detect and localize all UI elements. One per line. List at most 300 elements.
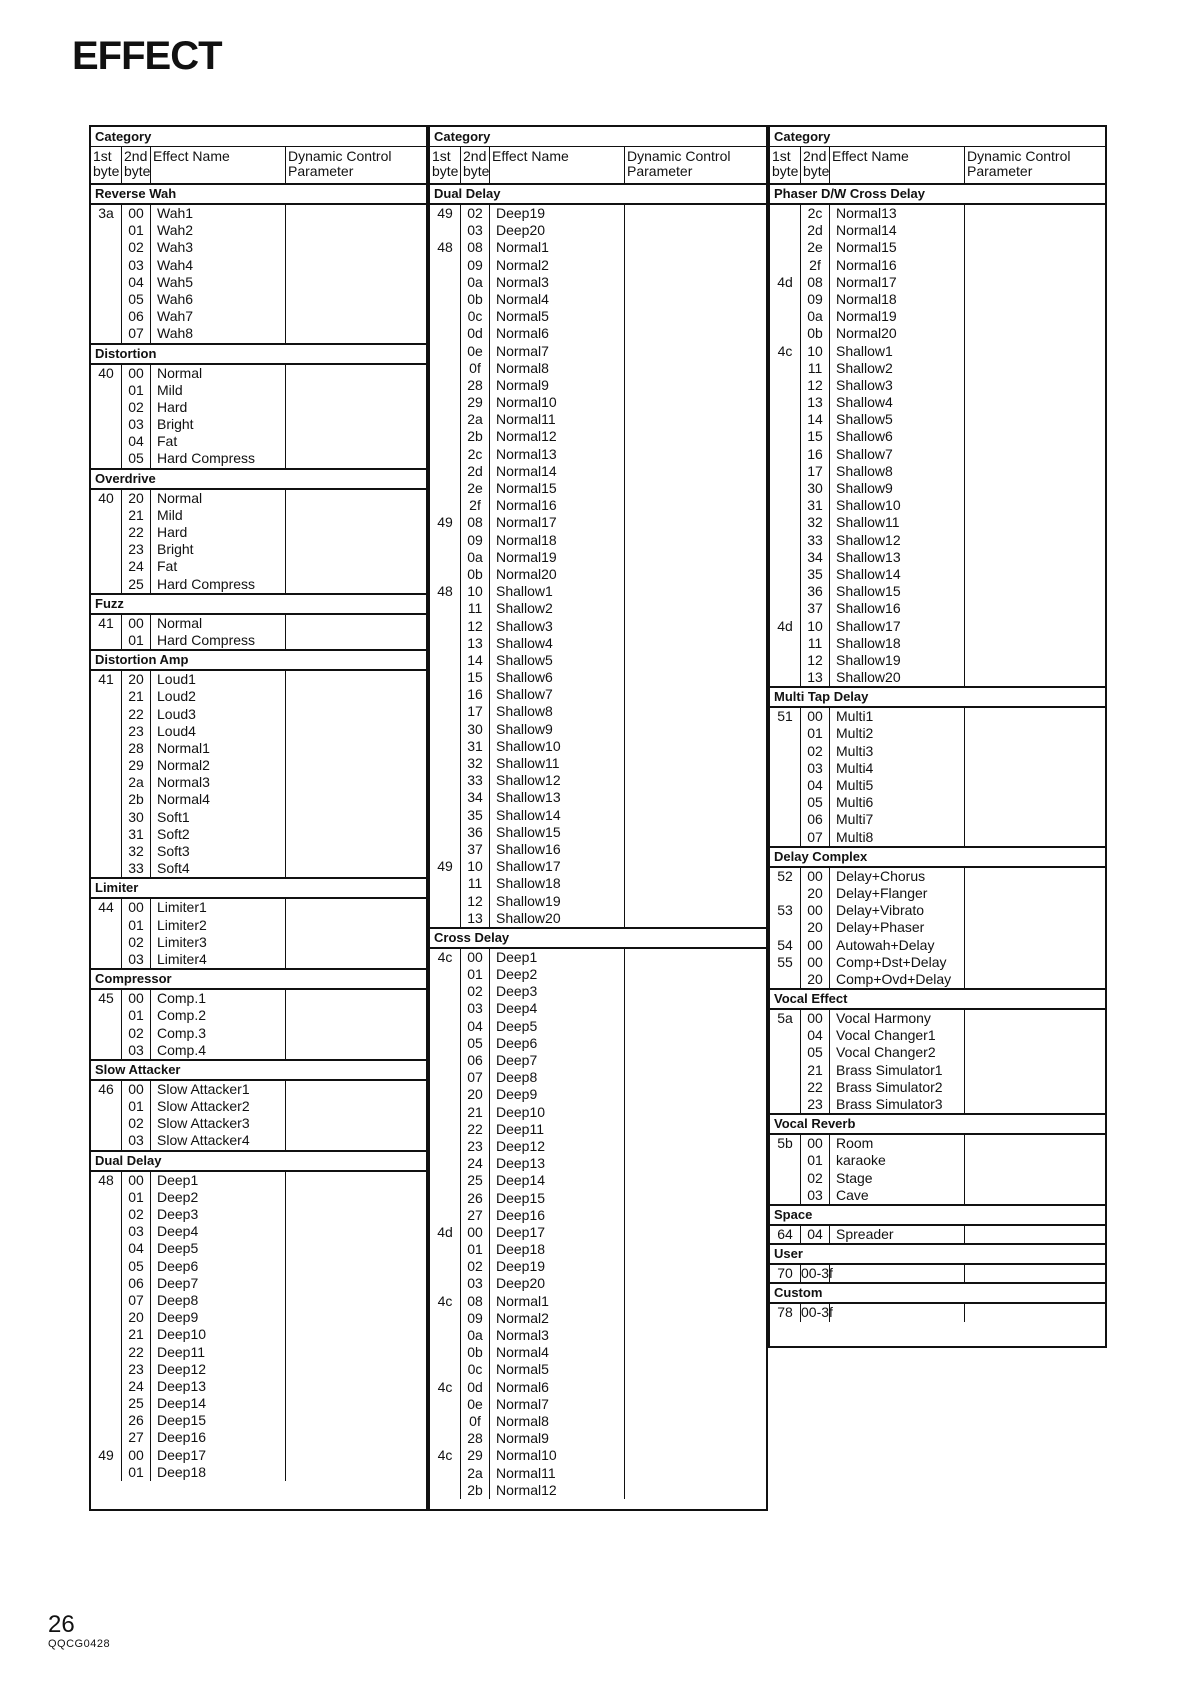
dynamic-control-cell xyxy=(286,222,426,239)
first-byte-cell: 41 xyxy=(98,671,114,688)
dynamic-control-cell xyxy=(625,755,766,772)
section-rows xyxy=(770,1135,1105,1204)
dynamic-control-cell xyxy=(625,949,766,966)
first-byte-cell xyxy=(430,983,460,1000)
effect-name-cell: Loud3 xyxy=(157,705,196,722)
dynamic-control-cell xyxy=(286,433,426,450)
effect-name-cell: Loud4 xyxy=(157,722,196,739)
dynamic-control-cell xyxy=(286,934,426,951)
dynamic-control-cell xyxy=(625,1241,766,1258)
second-byte-cell: 00 xyxy=(128,364,144,381)
first-byte-cell xyxy=(430,566,460,583)
second-byte-cell: 24 xyxy=(128,1377,144,1394)
dynamic-control-cell xyxy=(625,618,766,635)
second-byte-cell: 23 xyxy=(467,1137,483,1154)
dynamic-control-cell xyxy=(286,860,426,877)
effect-name-cell: Normal xyxy=(157,489,203,506)
second-byte-column xyxy=(122,1172,151,1481)
second-byte-cell: 00 xyxy=(807,1135,823,1152)
first-byte-cell xyxy=(770,205,800,222)
effect-name-column xyxy=(830,205,965,686)
second-byte-cell: 16 xyxy=(467,686,483,703)
section-title: Distortion xyxy=(91,343,426,365)
second-byte-cell: 00 xyxy=(807,953,823,970)
second-byte-cell: 22 xyxy=(128,705,144,722)
dynamic-control-header-line: Parameter xyxy=(288,163,354,179)
second-byte-cell: 28 xyxy=(467,376,483,393)
dynamic-control-cell xyxy=(286,1464,426,1481)
section-rows xyxy=(91,205,426,343)
dynamic-control-cell xyxy=(625,257,766,274)
dynamic-control-cell xyxy=(625,1207,766,1224)
second-byte-cell: 0c xyxy=(467,308,483,325)
effect-name-cell: Normal6 xyxy=(496,325,549,342)
effect-name-cell: Limiter3 xyxy=(157,933,207,950)
dynamic-control-cell xyxy=(286,899,426,916)
first-byte-cell: 4c xyxy=(437,1447,453,1464)
effect-name-cell: Deep9 xyxy=(157,1309,199,1326)
second-byte-cell: 00 xyxy=(807,708,823,725)
second-byte-cell: 2a xyxy=(467,1464,483,1481)
second-byte-cell: 11 xyxy=(807,634,823,651)
dynamic-control-cell xyxy=(286,1189,426,1206)
dynamic-control-cell xyxy=(625,824,766,841)
second-byte-cell: 28 xyxy=(467,1430,483,1447)
second-byte-cell: 26 xyxy=(467,1189,483,1206)
first-byte-cell: 64 xyxy=(777,1225,793,1242)
first-byte-cell xyxy=(91,1258,121,1275)
dynamic-control-cell xyxy=(965,566,1105,583)
dynamic-control-cell xyxy=(965,1010,1105,1027)
effect-name-cell: Loud2 xyxy=(157,688,196,705)
first-byte-column xyxy=(91,899,122,968)
effect-name-cell: Spreader xyxy=(836,1225,894,1242)
dynamic-control-cell xyxy=(625,1035,766,1052)
second-byte-cell: 29 xyxy=(128,757,144,774)
second-byte-cell: 04 xyxy=(467,1017,483,1034)
effect-name-cell: Deep16 xyxy=(157,1429,207,1446)
section-rows xyxy=(91,365,426,468)
first-byte-cell xyxy=(430,966,460,983)
second-byte-cell: 00 xyxy=(128,990,144,1007)
second-byte-cell: 01 xyxy=(128,1098,144,1115)
dynamic-control-cell xyxy=(625,514,766,531)
dynamic-control-cell xyxy=(286,671,426,688)
dynamic-control-cell xyxy=(965,1304,1105,1321)
effect-name-cell: Deep10 xyxy=(496,1103,546,1120)
dynamic-control-cell xyxy=(965,205,1105,222)
dynamic-control-cell xyxy=(286,632,426,649)
second-byte-cell: 27 xyxy=(128,1429,144,1446)
first-byte-cell xyxy=(91,774,121,791)
dynamic-control-cell xyxy=(286,239,426,256)
dynamic-control-cell xyxy=(965,343,1105,360)
first-byte-cell xyxy=(770,600,800,617)
second-byte-cell: 04 xyxy=(807,1027,823,1044)
second-byte-cell: 2b xyxy=(467,428,483,445)
dynamic-control-column xyxy=(965,1304,1105,1321)
second-byte-cell: 07 xyxy=(807,828,823,845)
second-byte-cell: 11 xyxy=(467,875,483,892)
effect-name-cell: Multi4 xyxy=(836,759,874,776)
second-byte-cell: 22 xyxy=(467,1120,483,1137)
effect-name-cell: Deep20 xyxy=(496,1275,546,1292)
first-byte-cell xyxy=(430,1258,460,1275)
first-byte-column xyxy=(91,490,122,593)
first-byte-cell xyxy=(430,1207,460,1224)
effect-name-cell: Bright xyxy=(157,416,194,433)
effect-name-cell: Normal14 xyxy=(496,462,557,479)
first-byte-cell: 54 xyxy=(777,936,793,953)
effect-name-cell: Soft2 xyxy=(157,825,190,842)
second-byte-cell: 03 xyxy=(467,222,483,239)
dynamic-control-cell xyxy=(286,507,426,524)
dynamic-control-cell xyxy=(286,1115,426,1132)
dynamic-control-cell xyxy=(625,1447,766,1464)
dynamic-control-cell xyxy=(625,1000,766,1017)
second-byte-cell: 13 xyxy=(807,394,823,411)
effect-name-cell: Normal7 xyxy=(496,342,549,359)
effect-name-cell: Comp+Ovd+Delay xyxy=(836,970,952,987)
first-byte-cell xyxy=(91,399,121,416)
first-byte-cell xyxy=(430,308,460,325)
section-title: Dual Delay xyxy=(91,1150,426,1172)
second-byte-cell: 01 xyxy=(467,966,483,983)
effect-name-cell: Normal1 xyxy=(496,239,549,256)
dynamic-control-cell xyxy=(286,1395,426,1412)
effect-name-cell: Normal17 xyxy=(836,273,897,290)
second-byte-cell: 0c xyxy=(467,1361,483,1378)
second-byte-cell: 04 xyxy=(807,777,823,793)
effect-name-cell: Normal16 xyxy=(836,256,897,273)
effect-name-cell: Shallow14 xyxy=(836,565,901,582)
second-byte-column xyxy=(801,708,830,846)
second-byte-cell: 04 xyxy=(807,1225,823,1242)
second-byte-cell: 20 xyxy=(807,919,823,936)
effect-name-cell: Shallow7 xyxy=(496,686,553,703)
dynamic-control-cell xyxy=(965,514,1105,531)
effect-name-cell: Deep4 xyxy=(157,1223,199,1240)
column-header-row xyxy=(430,147,766,185)
effect-name-cell: Shallow9 xyxy=(836,480,893,496)
dynamic-control-cell xyxy=(625,428,766,445)
second-byte-header xyxy=(122,147,151,183)
effect-name-cell: Normal20 xyxy=(496,565,557,582)
first-byte-cell xyxy=(91,382,121,399)
first-byte-cell xyxy=(430,394,460,411)
first-byte-header-line: byte xyxy=(772,163,799,179)
first-byte-cell xyxy=(91,1132,121,1149)
second-byte-cell: 00 xyxy=(467,948,483,965)
effect-name-cell: Normal2 xyxy=(496,256,549,273)
second-byte-cell: 12 xyxy=(467,617,483,634)
effect-name-cell: Shallow1 xyxy=(836,342,893,359)
first-byte-cell xyxy=(430,1190,460,1207)
effect-name-column xyxy=(151,615,286,649)
first-byte-cell xyxy=(91,791,121,808)
effect-name-cell: Deep6 xyxy=(496,1034,538,1051)
dynamic-control-cell xyxy=(625,411,766,428)
effect-table-column-3 xyxy=(768,125,1107,1348)
second-byte-column xyxy=(801,1226,830,1243)
second-byte-cell: 10 xyxy=(807,342,823,359)
dynamic-control-cell xyxy=(286,1344,426,1361)
dynamic-control-cell xyxy=(286,399,426,416)
second-byte-cell: 11 xyxy=(807,359,823,376)
dynamic-control-cell xyxy=(625,1052,766,1069)
dynamic-control-header-line: Dynamic Control xyxy=(967,148,1071,164)
first-byte-column xyxy=(770,868,801,988)
dynamic-control-cell xyxy=(625,738,766,755)
effect-name-cell: Shallow10 xyxy=(836,497,901,514)
second-byte-cell: 07 xyxy=(128,1291,144,1308)
dynamic-control-column xyxy=(286,899,426,968)
second-byte-cell: 16 xyxy=(807,445,823,462)
effect-name-cell: Normal3 xyxy=(496,1327,549,1343)
first-byte-cell xyxy=(430,841,460,858)
second-byte-column xyxy=(801,868,830,988)
dynamic-control-cell xyxy=(965,1135,1105,1152)
second-byte-cell: 30 xyxy=(128,808,144,825)
first-byte-cell xyxy=(770,257,800,274)
effect-name-cell: Shallow10 xyxy=(496,737,561,754)
effect-name-cell: Shallow6 xyxy=(836,428,893,445)
dynamic-control-cell xyxy=(965,760,1105,777)
first-byte-header-line: 1st xyxy=(772,148,791,164)
first-byte-cell xyxy=(430,1155,460,1172)
second-byte-cell: 21 xyxy=(128,688,144,705)
effect-name-cell: Deep8 xyxy=(496,1069,538,1086)
dynamic-control-cell xyxy=(286,205,426,222)
second-byte-header xyxy=(801,147,830,183)
dynamic-control-cell xyxy=(286,706,426,723)
effect-name-cell: Normal4 xyxy=(157,791,210,808)
effect-name-cell: Fat xyxy=(157,433,178,450)
effect-name-cell: Deep5 xyxy=(157,1240,199,1257)
first-byte-cell: 44 xyxy=(98,899,114,916)
first-byte-cell xyxy=(91,1098,121,1115)
first-byte-cell xyxy=(430,291,460,308)
first-byte-cell xyxy=(91,951,121,968)
first-byte-cell xyxy=(430,1000,460,1017)
second-byte-cell: 2b xyxy=(467,1481,483,1498)
dynamic-control-cell xyxy=(286,688,426,705)
first-byte-cell xyxy=(430,1430,460,1447)
dynamic-control-cell xyxy=(965,794,1105,811)
first-byte-cell xyxy=(91,917,121,934)
second-byte-cell: 2e xyxy=(467,480,483,496)
first-byte-cell xyxy=(430,377,460,394)
first-byte-cell xyxy=(91,1275,121,1292)
dynamic-control-cell xyxy=(625,446,766,463)
dynamic-control-column xyxy=(286,615,426,649)
effect-table-column-1 xyxy=(89,125,428,1511)
second-byte-column xyxy=(801,1135,830,1204)
first-byte-cell xyxy=(430,1104,460,1121)
dynamic-control-cell xyxy=(286,257,426,274)
section-title: Reverse Wah xyxy=(91,185,426,205)
second-byte-cell: 32 xyxy=(467,755,483,771)
effect-name-cell: Autowah+Delay xyxy=(836,936,935,953)
second-byte-cell: 00 xyxy=(467,1223,483,1240)
effect-name-cell: Multi7 xyxy=(836,811,874,828)
first-byte-cell xyxy=(430,1241,460,1258)
second-byte-header-line: byte xyxy=(124,163,151,179)
first-byte-column xyxy=(91,205,122,343)
second-byte-column xyxy=(122,990,151,1059)
second-byte-cell: 01 xyxy=(128,916,144,933)
second-byte-cell: 0a xyxy=(467,548,483,565)
effect-name-cell: Shallow12 xyxy=(496,772,561,789)
second-byte-cell: 25 xyxy=(128,575,144,592)
dynamic-control-cell xyxy=(965,583,1105,600)
second-byte-cell: 09 xyxy=(467,531,483,548)
effect-name-cell: Shallow4 xyxy=(496,634,553,651)
dynamic-control-cell xyxy=(286,723,426,740)
effect-name-cell: Delay+Vibrato xyxy=(836,902,925,919)
dynamic-control-cell xyxy=(965,360,1105,377)
second-byte-cell: 31 xyxy=(128,825,144,842)
effect-name-cell: Hard Compress xyxy=(157,450,256,467)
second-byte-header-line: 2nd xyxy=(803,148,827,164)
dynamic-control-cell xyxy=(965,725,1105,742)
first-byte-cell xyxy=(770,532,800,549)
dynamic-control-cell xyxy=(965,1187,1105,1204)
effect-name-cell: Brass Simulator1 xyxy=(836,1061,943,1078)
second-byte-cell: 03 xyxy=(128,1132,144,1149)
dynamic-control-cell xyxy=(286,1361,426,1378)
effect-name-cell: Vocal Changer1 xyxy=(836,1027,936,1044)
dynamic-control-cell xyxy=(625,205,766,222)
dynamic-control-cell xyxy=(286,1258,426,1275)
effect-name-cell: Deep19 xyxy=(496,1258,546,1275)
dynamic-control-cell xyxy=(625,807,766,824)
first-byte-cell xyxy=(91,843,121,860)
second-byte-cell: 05 xyxy=(128,450,144,467)
second-byte-column xyxy=(122,490,151,593)
effect-name-cell xyxy=(830,1265,964,1282)
second-byte-cell: 00 xyxy=(128,899,144,916)
dynamic-control-cell xyxy=(286,1132,426,1149)
effect-name-cell: Shallow1 xyxy=(496,583,553,600)
first-byte-cell: 48 xyxy=(437,239,453,256)
effect-name-cell: Normal19 xyxy=(836,308,897,325)
dynamic-control-column xyxy=(965,1226,1105,1243)
dynamic-control-cell xyxy=(965,708,1105,725)
effect-name-cell: Deep2 xyxy=(496,966,538,983)
second-byte-cell: 20 xyxy=(128,1309,144,1326)
second-byte-cell: 21 xyxy=(128,1326,144,1343)
dynamic-control-cell xyxy=(965,652,1105,669)
section-title: Fuzz xyxy=(91,593,426,615)
dynamic-control-cell xyxy=(965,902,1105,919)
dynamic-control-column xyxy=(625,949,766,1499)
effect-name-cell: Normal1 xyxy=(157,739,210,756)
first-byte-cell xyxy=(770,239,800,256)
second-byte-header-line: 2nd xyxy=(124,148,148,164)
dynamic-control-cell xyxy=(965,257,1105,274)
first-byte-cell xyxy=(91,809,121,826)
section-rows xyxy=(770,708,1105,846)
second-byte-cell: 20 xyxy=(807,970,823,987)
effect-name-column xyxy=(830,708,965,846)
second-byte-cell: 0a xyxy=(467,273,483,290)
dynamic-control-cell xyxy=(965,1226,1105,1243)
effect-name-cell: Comp+Dst+Delay xyxy=(836,953,947,970)
second-byte-cell: 02 xyxy=(128,933,144,950)
second-byte-cell: 2f xyxy=(469,497,481,514)
dynamic-control-cell xyxy=(286,1447,426,1464)
first-byte-header-line: byte xyxy=(432,163,459,179)
second-byte-cell: 21 xyxy=(128,506,144,523)
effect-name-cell: Soft1 xyxy=(157,808,190,825)
dynamic-control-cell xyxy=(965,377,1105,394)
dynamic-control-cell xyxy=(286,917,426,934)
first-byte-cell: 48 xyxy=(437,583,453,600)
first-byte-cell xyxy=(770,725,800,742)
dynamic-control-cell xyxy=(286,1025,426,1042)
first-byte-cell xyxy=(91,433,121,450)
effect-name-cell: Shallow11 xyxy=(836,514,900,531)
effect-name-cell: Deep13 xyxy=(496,1155,546,1172)
effect-name-cell: Normal13 xyxy=(496,445,557,462)
second-byte-cell: 2c xyxy=(807,205,823,221)
dynamic-control-cell xyxy=(965,829,1105,846)
second-byte-cell: 12 xyxy=(467,892,483,909)
dynamic-control-cell xyxy=(286,416,426,433)
second-byte-cell: 27 xyxy=(467,1206,483,1223)
effect-name-cell: Normal5 xyxy=(496,308,549,325)
first-byte-cell xyxy=(770,760,800,777)
first-byte-cell: 49 xyxy=(98,1446,114,1463)
dynamic-control-cell xyxy=(625,686,766,703)
dynamic-control-cell xyxy=(965,868,1105,885)
second-byte-cell: 30 xyxy=(467,720,483,737)
dynamic-control-cell xyxy=(965,1265,1105,1282)
second-byte-cell: 0b xyxy=(467,565,483,582)
first-byte-cell xyxy=(91,1042,121,1059)
effect-name-cell: Deep12 xyxy=(496,1137,546,1154)
first-byte-column xyxy=(770,205,801,686)
second-byte-cell: 0b xyxy=(467,1344,483,1361)
effect-name-cell: Delay+Flanger xyxy=(836,884,928,901)
effect-name-column xyxy=(830,1010,965,1113)
second-byte-column xyxy=(461,205,490,927)
second-byte-cell: 35 xyxy=(807,565,823,582)
first-byte-cell: 40 xyxy=(98,364,114,381)
first-byte-cell: 3a xyxy=(98,205,114,221)
first-byte-cell xyxy=(91,558,121,575)
effect-name-cell: Deep19 xyxy=(496,205,546,221)
first-byte-cell xyxy=(91,507,121,524)
first-byte-cell xyxy=(770,514,800,531)
second-byte-cell: 0d xyxy=(467,1378,483,1395)
effect-name-cell: Deep2 xyxy=(157,1188,199,1205)
first-byte-cell xyxy=(430,497,460,514)
dynamic-control-cell xyxy=(625,635,766,652)
first-byte-cell xyxy=(770,885,800,902)
effect-name-cell: Normal5 xyxy=(496,1361,549,1378)
effect-name-cell: Vocal Harmony xyxy=(836,1010,931,1027)
first-byte-cell xyxy=(430,1327,460,1344)
first-byte-cell xyxy=(430,411,460,428)
dynamic-control-cell xyxy=(625,1155,766,1172)
dynamic-control-cell xyxy=(625,893,766,910)
section-rows xyxy=(770,868,1105,988)
second-byte-cell: 02 xyxy=(807,1169,823,1186)
dynamic-control-cell xyxy=(965,743,1105,760)
effect-name-cell: Comp.1 xyxy=(157,990,207,1007)
